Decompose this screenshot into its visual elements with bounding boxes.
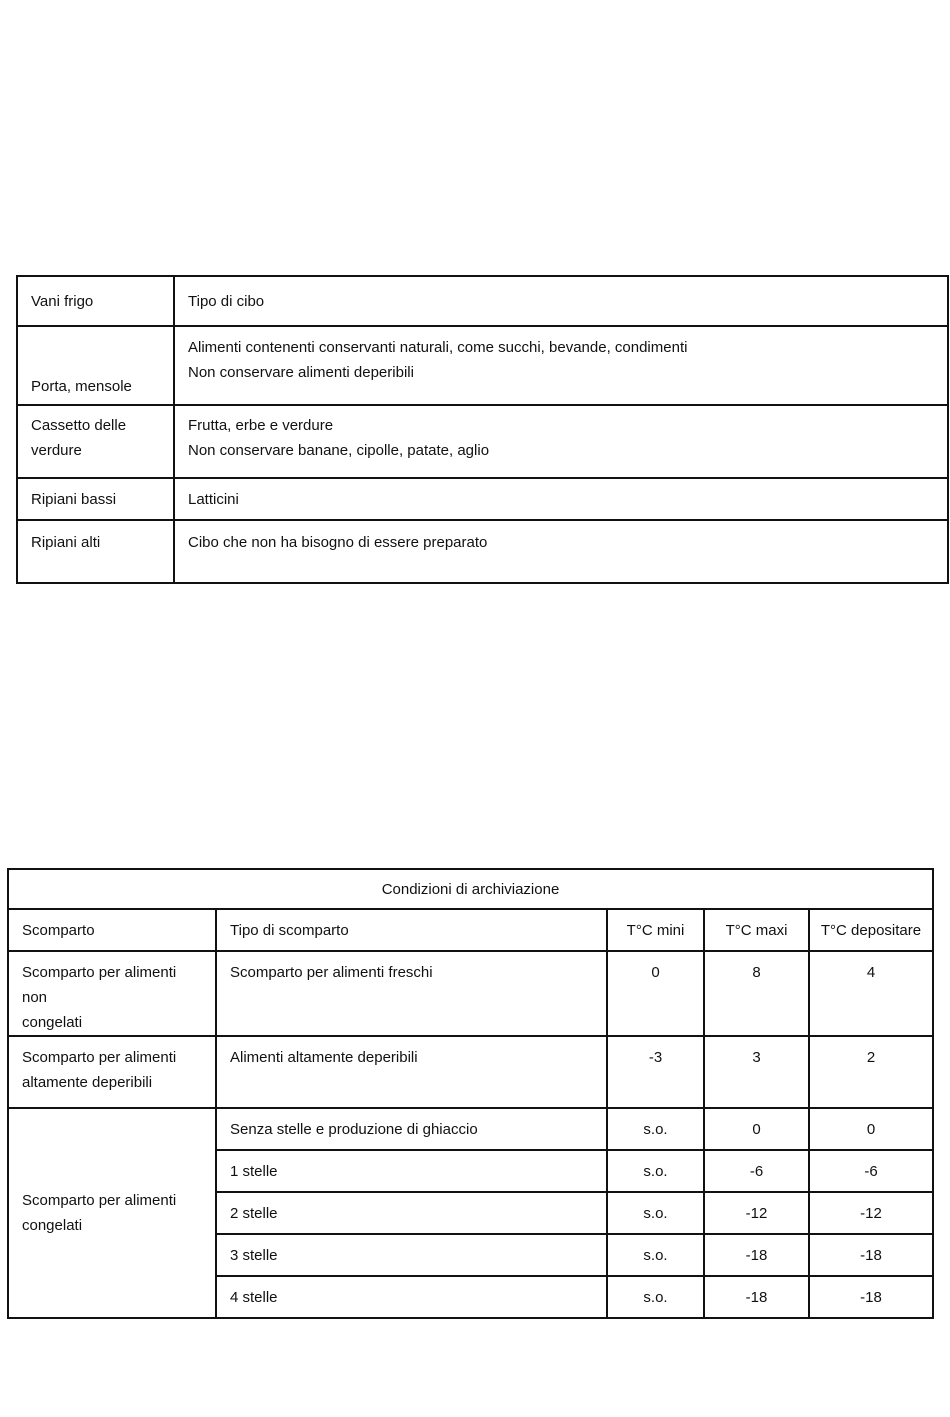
min-temp-cell: s.o. (607, 1108, 704, 1150)
table-caption-row (8, 869, 933, 909)
compartment-line: Scomparto per alimenti (22, 1192, 177, 1209)
table-row (8, 1108, 933, 1150)
max-temp-cell: -18 (704, 1234, 809, 1276)
max-temp-cell: -12 (704, 1192, 809, 1234)
max-temp-cell: -18 (704, 1276, 809, 1318)
compartment-line: verdure (31, 442, 82, 459)
compartment-cell (8, 1036, 216, 1108)
food-cell: Latticini (174, 478, 948, 520)
type-cell: Scomparto per alimenti freschi (216, 951, 607, 1036)
food-line: Alimenti contenenti conservanti naturali, come succhi, bevande, condimenti (188, 339, 688, 356)
type-cell: 3 stelle (216, 1234, 607, 1276)
table-header-row (17, 276, 948, 326)
food-cell (174, 405, 948, 478)
min-temp-cell: s.o. (607, 1276, 704, 1318)
header-cell: Scomparto (8, 909, 216, 951)
header-cell: T°C maxi (704, 909, 809, 951)
table-row (17, 520, 948, 583)
compartment-line: congelati (22, 1217, 83, 1234)
compartment-line: altamente deperibili (22, 1074, 153, 1091)
header-cell: T°C depositare (809, 909, 933, 951)
table-caption: Condizioni di archiviazione (8, 869, 933, 909)
min-temp-cell: -3 (607, 1036, 704, 1108)
storage-conditions-table (7, 868, 934, 1319)
table-row (8, 951, 933, 1036)
min-temp-cell: s.o. (607, 1234, 704, 1276)
max-temp-cell: 0 (704, 1108, 809, 1150)
type-cell: 4 stelle (216, 1276, 607, 1318)
type-cell: Alimenti altamente deperibili (216, 1036, 607, 1108)
storage-temp-cell: -6 (809, 1150, 933, 1192)
compartment-line: Cassetto delle (31, 417, 127, 434)
min-temp-cell: s.o. (607, 1150, 704, 1192)
max-temp-cell: 3 (704, 1036, 809, 1108)
table-row (17, 478, 948, 520)
food-cell (174, 326, 948, 405)
storage-temp-cell: 4 (809, 951, 933, 1036)
min-temp-cell: 0 (607, 951, 704, 1036)
compartment-line: congelati (22, 1014, 83, 1031)
food-cell: Cibo che non ha bisogno di essere preparato (174, 520, 948, 583)
max-temp-cell: 8 (704, 951, 809, 1036)
compartment-cell: Ripiani alti (17, 520, 174, 583)
compartment-line: Scomparto per alimenti non (22, 964, 177, 1006)
table-row (8, 1036, 933, 1108)
header-cell: Tipo di cibo (174, 276, 948, 326)
compartment-line: Scomparto per alimenti (22, 1049, 177, 1066)
food-line: Non conservare alimenti deperibili (188, 364, 414, 381)
storage-temp-cell: -18 (809, 1234, 933, 1276)
storage-temp-cell: -18 (809, 1276, 933, 1318)
compartment-cell: Porta, mensole (17, 326, 174, 405)
max-temp-cell: -6 (704, 1150, 809, 1192)
storage-temp-cell: 2 (809, 1036, 933, 1108)
food-line: Non conservare banane, cipolle, patate, aglio (188, 442, 490, 459)
table-header-row (8, 909, 933, 951)
compartment-cell: Ripiani bassi (17, 478, 174, 520)
type-cell: 1 stelle (216, 1150, 607, 1192)
storage-temp-cell: 0 (809, 1108, 933, 1150)
food-line: Frutta, erbe e verdure (188, 417, 334, 434)
compartment-cell (8, 951, 216, 1036)
header-cell: T°C mini (607, 909, 704, 951)
fridge-compartments-table (16, 275, 949, 584)
compartment-cell (17, 405, 174, 478)
min-temp-cell: s.o. (607, 1192, 704, 1234)
compartment-cell (8, 1108, 216, 1318)
table-row (17, 326, 948, 405)
header-cell: Vani frigo (17, 276, 174, 326)
storage-temp-cell: -12 (809, 1192, 933, 1234)
type-cell: 2 stelle (216, 1192, 607, 1234)
type-cell: Senza stelle e produzione di ghiaccio (216, 1108, 607, 1150)
table-row (17, 405, 948, 478)
header-cell: Tipo di scomparto (216, 909, 607, 951)
